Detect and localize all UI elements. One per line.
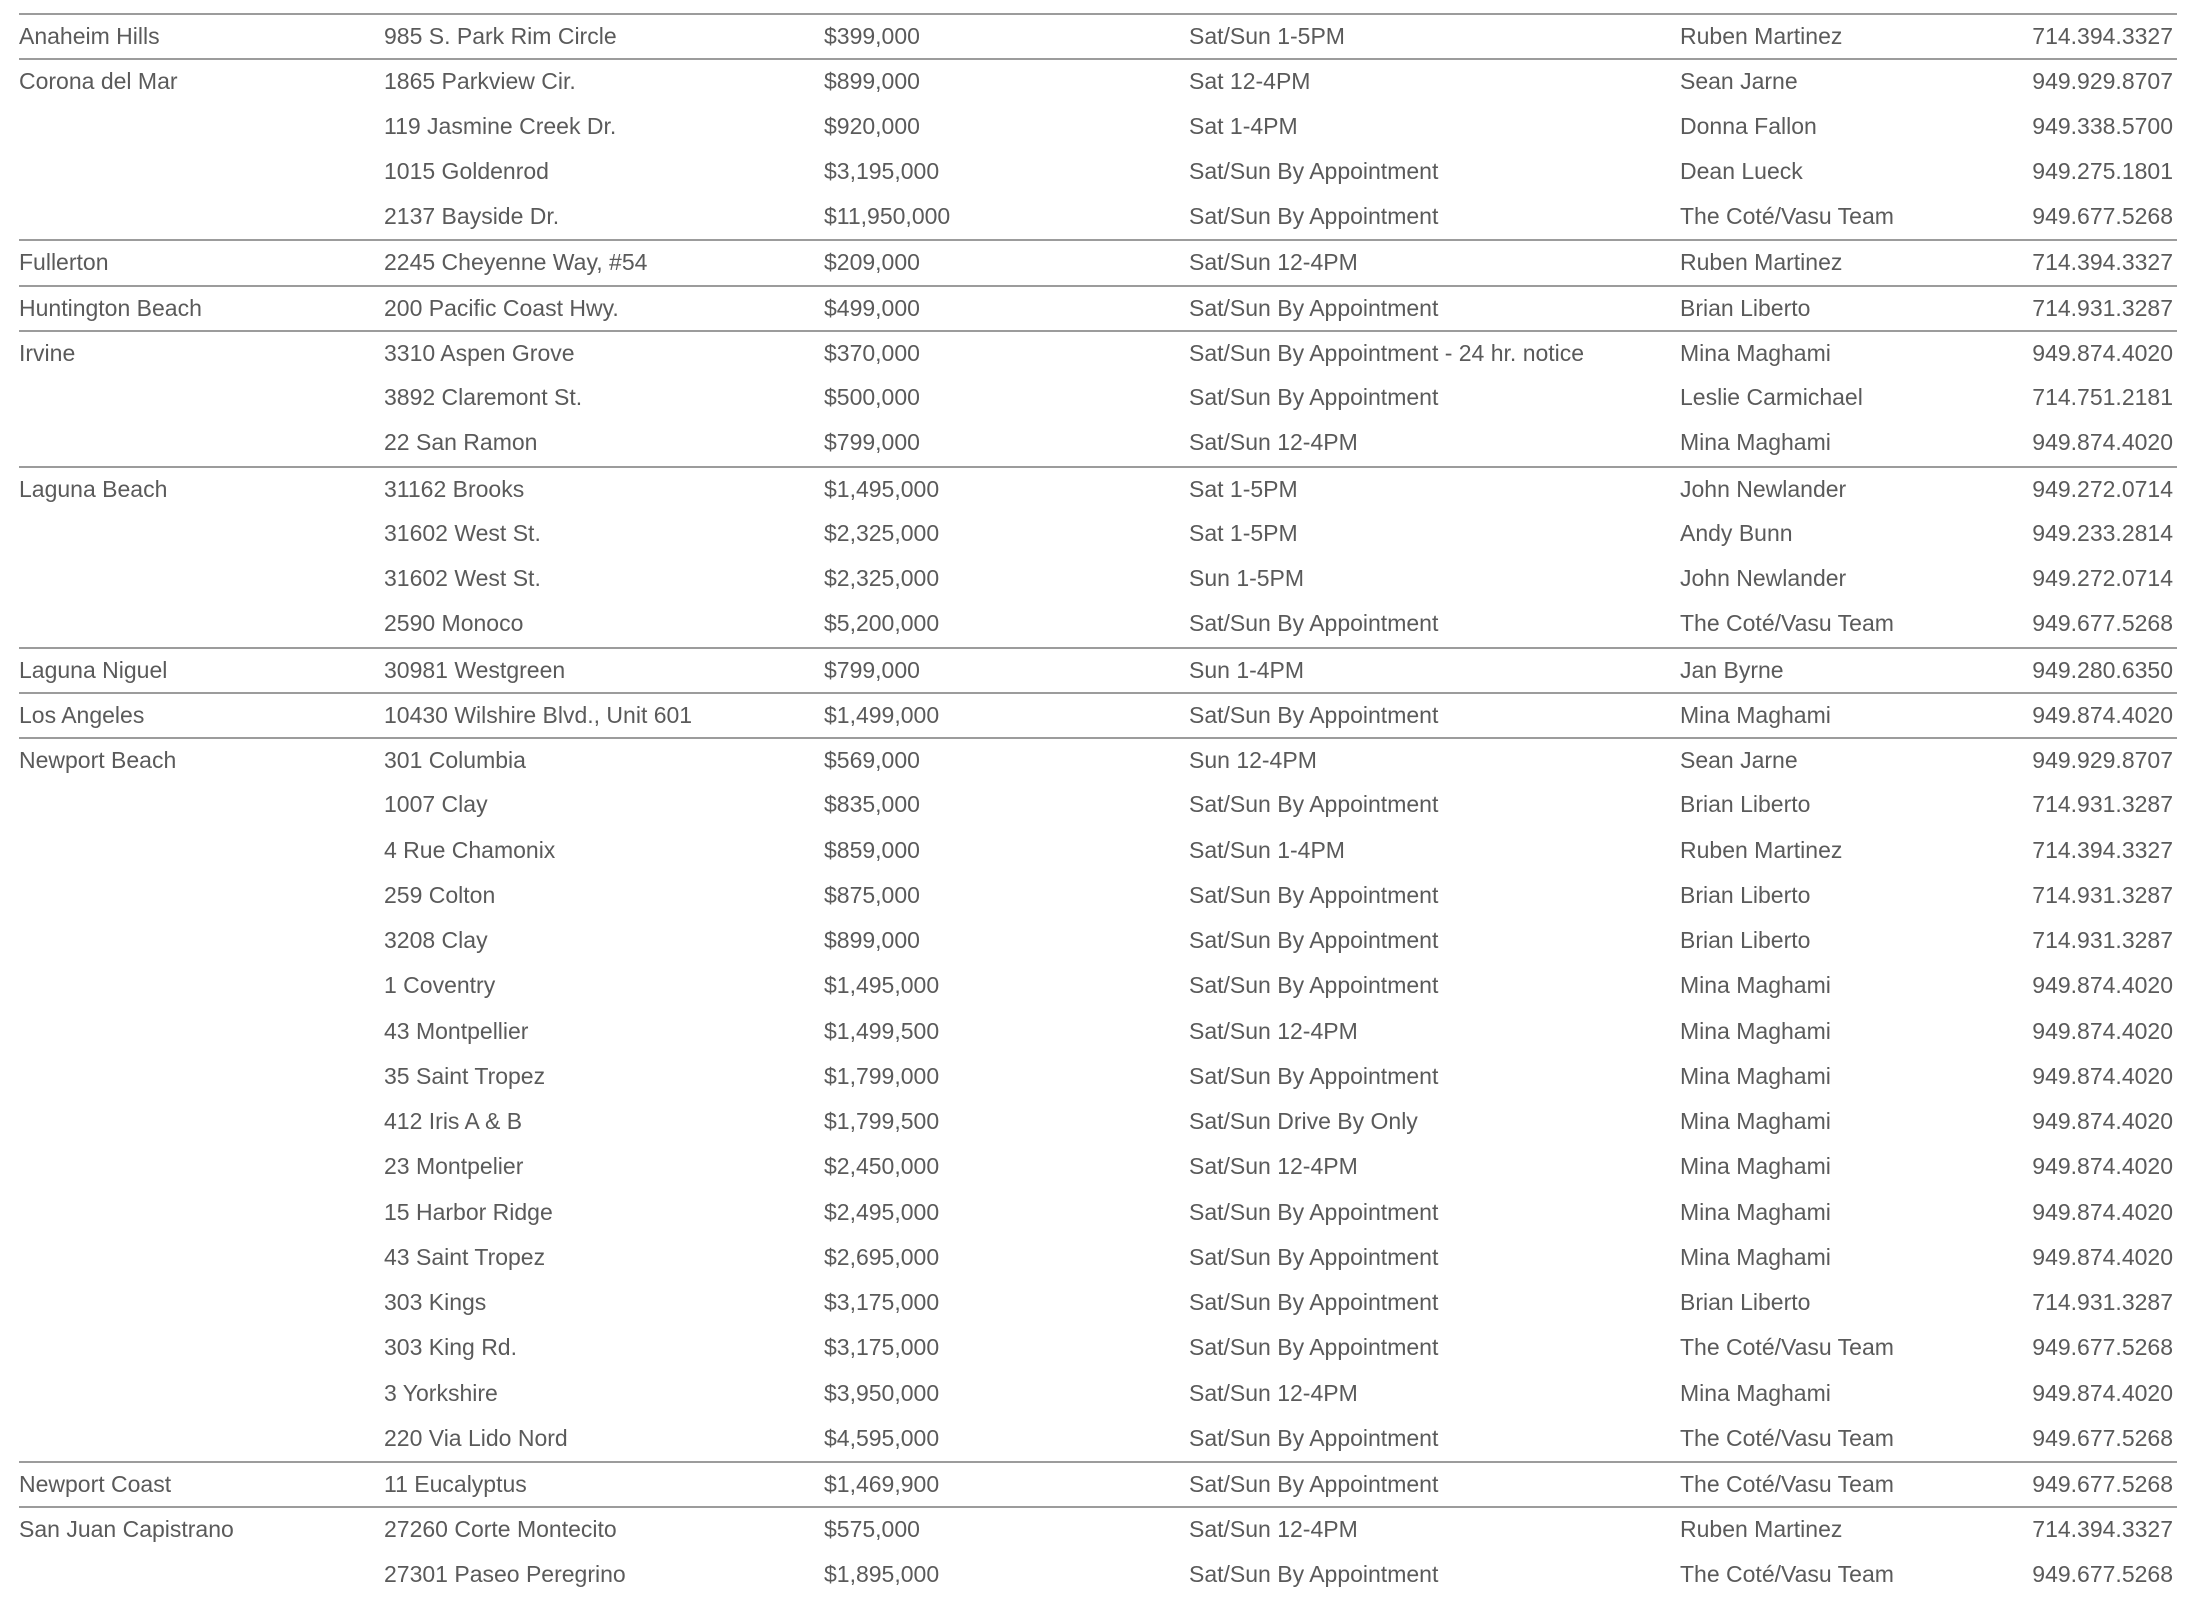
agent-phone: 949.677.5268 <box>2032 1334 2173 1361</box>
listing-price: $3,175,000 <box>824 1334 940 1361</box>
city-group <box>19 239 2177 284</box>
open-house-schedule: Sat/Sun Drive By Only <box>1189 1108 1418 1134</box>
city-group <box>19 647 2177 692</box>
agent-phone: 949.874.4020 <box>2032 1379 2173 1406</box>
table-row <box>19 511 2177 556</box>
open-house-schedule: Sat/Sun By Appointment <box>1189 610 1439 637</box>
open-house-schedule: Sat/Sun By Appointment <box>1189 1243 1439 1270</box>
table-row <box>19 149 2177 194</box>
table-row <box>19 694 2177 737</box>
listing-price: $920,000 <box>824 112 920 139</box>
listing-price: $2,325,000 <box>824 519 940 546</box>
agent-name: Mina Maghami <box>1680 1062 1831 1089</box>
agent-phone: 949.874.4020 <box>2032 701 2173 728</box>
open-house-listings-table <box>19 13 2177 1597</box>
agent-phone: 949.677.5268 <box>2032 203 2173 229</box>
city-group <box>19 13 2177 58</box>
listing-address: 985 S. Park Rim Circle <box>384 23 617 49</box>
agent-phone: 714.931.3287 <box>2032 1289 2173 1315</box>
city-name: Fullerton <box>19 249 109 276</box>
table-row <box>19 1508 2177 1551</box>
table-row <box>19 1009 2177 1054</box>
agent-name: Mina Maghami <box>1680 1108 1831 1134</box>
listing-price: $2,325,000 <box>824 565 940 591</box>
agent-name: The Coté/Vasu Team <box>1680 203 1894 229</box>
agent-name: Brian Liberto <box>1680 1289 1811 1315</box>
table-row <box>19 15 2177 58</box>
agent-phone: 949.677.5268 <box>2032 1560 2173 1587</box>
agent-name: Leslie Carmichael <box>1680 384 1863 410</box>
listing-price: $875,000 <box>824 881 920 908</box>
open-house-schedule: Sat/Sun By Appointment <box>1189 1424 1439 1451</box>
agent-name: John Newlander <box>1680 475 1847 502</box>
open-house-schedule: Sat/Sun By Appointment - 24 hr. notice <box>1189 339 1585 366</box>
table-row <box>19 1054 2177 1099</box>
open-house-schedule: Sat/Sun 12-4PM <box>1189 1017 1358 1044</box>
city-group <box>19 737 2177 1461</box>
listing-address: 31602 West St. <box>384 565 541 591</box>
open-house-schedule: Sat/Sun By Appointment <box>1189 791 1439 818</box>
listing-address: 119 Jasmine Creek Dr. <box>384 112 617 139</box>
agent-phone: 714.394.3327 <box>2032 1516 2173 1543</box>
agent-phone: 949.677.5268 <box>2032 1471 2173 1497</box>
agent-name: Sean Jarne <box>1680 68 1798 95</box>
open-house-schedule: Sat/Sun By Appointment <box>1189 1198 1439 1225</box>
agent-name: Brian Liberto <box>1680 927 1811 953</box>
agent-name: Ruben Martinez <box>1680 1516 1843 1543</box>
agent-phone: 714.931.3287 <box>2032 881 2173 908</box>
agent-name: Jan Byrne <box>1680 656 1784 683</box>
agent-name: The Coté/Vasu Team <box>1680 1560 1894 1587</box>
agent-name: Brian Liberto <box>1680 294 1811 321</box>
agent-phone: 714.931.3287 <box>2032 927 2173 953</box>
agent-phone: 949.677.5268 <box>2032 1424 2173 1451</box>
listing-address: 303 King Rd. <box>384 1334 517 1361</box>
agent-phone: 714.751.2181 <box>2032 384 2173 410</box>
table-row <box>19 241 2177 284</box>
agent-phone: 714.394.3327 <box>2032 836 2173 863</box>
agent-phone: 949.929.8707 <box>2032 68 2173 95</box>
agent-name: Mina Maghami <box>1680 1243 1831 1270</box>
table-row <box>19 60 2177 103</box>
table-row <box>19 194 2177 239</box>
agent-phone: 949.874.4020 <box>2032 1108 2173 1134</box>
listing-price: $1,495,000 <box>824 972 940 999</box>
agent-name: Andy Bunn <box>1680 519 1793 546</box>
agent-name: Dean Lueck <box>1680 157 1803 184</box>
listing-address: 1865 Parkview Cir. <box>384 68 576 95</box>
listing-price: $569,000 <box>824 747 920 773</box>
open-house-schedule: Sat/Sun By Appointment <box>1189 203 1439 229</box>
listing-price: $209,000 <box>824 249 920 276</box>
agent-phone: 949.874.4020 <box>2032 1017 2173 1044</box>
agent-phone: 949.874.4020 <box>2032 1062 2173 1089</box>
listing-address: 31162 Brooks <box>384 475 525 502</box>
listing-address: 3892 Claremont St. <box>384 384 583 410</box>
open-house-schedule: Sun 1-5PM <box>1189 565 1305 591</box>
table-row <box>19 1371 2177 1416</box>
agent-name: The Coté/Vasu Team <box>1680 610 1894 637</box>
open-house-schedule: Sat/Sun By Appointment <box>1189 1062 1439 1089</box>
open-house-schedule: Sat/Sun By Appointment <box>1189 881 1439 908</box>
agent-name: Ruben Martinez <box>1680 23 1843 49</box>
table-row <box>19 332 2177 375</box>
table-row <box>19 1144 2177 1189</box>
agent-phone: 949.874.4020 <box>2032 972 2173 999</box>
listing-address: 1015 Goldenrod <box>384 157 549 184</box>
open-house-schedule: Sat/Sun By Appointment <box>1189 927 1439 953</box>
city-group <box>19 330 2177 466</box>
agent-name: Mina Maghami <box>1680 339 1831 366</box>
agent-phone: 949.275.1801 <box>2032 157 2173 184</box>
agent-phone: 714.394.3327 <box>2032 249 2173 276</box>
city-name: Irvine <box>19 339 76 366</box>
city-group <box>19 1506 2177 1597</box>
listing-address: 35 Saint Tropez <box>384 1062 546 1089</box>
open-house-schedule: Sun 1-4PM <box>1189 656 1305 683</box>
open-house-schedule: Sat/Sun 12-4PM <box>1189 249 1358 276</box>
open-house-schedule: Sat 1-4PM <box>1189 112 1298 139</box>
listing-address: 412 Iris A & B <box>384 1108 523 1134</box>
listing-address: 27260 Corte Montecito <box>384 1516 617 1543</box>
agent-name: Mina Maghami <box>1680 701 1831 728</box>
open-house-schedule: Sat/Sun By Appointment <box>1189 157 1439 184</box>
open-house-schedule: Sat/Sun By Appointment <box>1189 1560 1439 1587</box>
open-house-schedule: Sat/Sun By Appointment <box>1189 701 1439 728</box>
city-name: San Juan Capistrano <box>19 1516 234 1543</box>
open-house-schedule: Sat/Sun 12-4PM <box>1189 1379 1358 1406</box>
listing-address: 2245 Cheyenne Way, #54 <box>384 249 648 276</box>
listing-price: $1,499,500 <box>824 1017 940 1044</box>
agent-name: Brian Liberto <box>1680 791 1811 818</box>
table-row <box>19 601 2177 646</box>
table-row <box>19 375 2177 420</box>
table-row <box>19 1099 2177 1144</box>
open-house-schedule: Sat/Sun By Appointment <box>1189 1289 1439 1315</box>
listing-address: 200 Pacific Coast Hwy. <box>384 294 619 321</box>
agent-name: Mina Maghami <box>1680 1017 1831 1044</box>
listing-price: $3,175,000 <box>824 1289 940 1315</box>
city-name: Corona del Mar <box>19 68 178 95</box>
agent-phone: 949.874.4020 <box>2032 1243 2173 1270</box>
agent-name: John Newlander <box>1680 565 1847 591</box>
listing-price: $3,195,000 <box>824 157 940 184</box>
table-row <box>19 468 2177 511</box>
city-group <box>19 58 2177 239</box>
open-house-schedule: Sat 1-5PM <box>1189 519 1298 546</box>
listing-price: $1,499,000 <box>824 701 940 728</box>
table-row <box>19 782 2177 827</box>
open-house-schedule: Sat/Sun 12-4PM <box>1189 1153 1358 1180</box>
listing-address: 31602 West St. <box>384 519 541 546</box>
listing-price: $399,000 <box>824 23 920 49</box>
table-row <box>19 918 2177 963</box>
open-house-schedule: Sat/Sun By Appointment <box>1189 972 1439 999</box>
listing-address: 303 Kings <box>384 1289 487 1315</box>
listing-price: $2,695,000 <box>824 1243 940 1270</box>
table-row <box>19 556 2177 601</box>
listing-address: 43 Saint Tropez <box>384 1243 546 1270</box>
listing-price: $799,000 <box>824 429 920 456</box>
listing-address: 301 Columbia <box>384 747 526 773</box>
agent-name: Ruben Martinez <box>1680 249 1843 276</box>
listing-address: 11 Eucalyptus <box>384 1471 527 1497</box>
listing-address: 3310 Aspen Grove <box>384 339 575 366</box>
listing-price: $859,000 <box>824 836 920 863</box>
listing-price: $575,000 <box>824 1516 920 1543</box>
agent-name: The Coté/Vasu Team <box>1680 1471 1894 1497</box>
city-group <box>19 466 2177 647</box>
listing-price: $1,469,900 <box>824 1471 940 1497</box>
table-row <box>19 1280 2177 1325</box>
listing-address: 220 Via Lido Nord <box>384 1424 568 1451</box>
listing-price: $1,799,500 <box>824 1108 940 1134</box>
listing-price: $370,000 <box>824 339 920 366</box>
table-row <box>19 1235 2177 1280</box>
listing-price: $2,495,000 <box>824 1198 940 1225</box>
open-house-schedule: Sat 1-5PM <box>1189 475 1298 502</box>
listing-address: 23 Montpelier <box>384 1153 524 1180</box>
agent-phone: 949.874.4020 <box>2032 1198 2173 1225</box>
listing-address: 22 San Ramon <box>384 429 538 456</box>
agent-name: Donna Fallon <box>1680 112 1817 139</box>
agent-name: Mina Maghami <box>1680 1379 1831 1406</box>
city-name: Laguna Beach <box>19 475 168 502</box>
open-house-schedule: Sun 12-4PM <box>1189 747 1317 773</box>
agent-name: Sean Jarne <box>1680 747 1798 773</box>
table-row <box>19 739 2177 782</box>
agent-phone: 949.233.2814 <box>2032 519 2173 546</box>
city-group <box>19 692 2177 737</box>
table-row <box>19 287 2177 330</box>
table-row <box>19 828 2177 873</box>
open-house-schedule: Sat/Sun By Appointment <box>1189 1471 1439 1497</box>
listing-address: 259 Colton <box>384 881 496 908</box>
listing-price: $835,000 <box>824 791 920 818</box>
table-row <box>19 1190 2177 1235</box>
listing-price: $1,495,000 <box>824 475 940 502</box>
listing-price: $2,450,000 <box>824 1153 940 1180</box>
table-row <box>19 873 2177 918</box>
agent-phone: 949.677.5268 <box>2032 610 2173 637</box>
table-row <box>19 1325 2177 1370</box>
agent-phone: 949.272.0714 <box>2032 475 2173 502</box>
agent-phone: 714.394.3327 <box>2032 23 2173 49</box>
listing-price: $1,895,000 <box>824 1560 940 1587</box>
city-name: Laguna Niguel <box>19 656 168 683</box>
listing-price: $799,000 <box>824 656 920 683</box>
listing-price: $3,950,000 <box>824 1379 940 1406</box>
agent-name: The Coté/Vasu Team <box>1680 1424 1894 1451</box>
listing-price: $5,200,000 <box>824 610 940 637</box>
table-row <box>19 1463 2177 1506</box>
listing-price: $899,000 <box>824 68 920 95</box>
table-row <box>19 1552 2177 1597</box>
agent-phone: 949.280.6350 <box>2032 656 2173 683</box>
open-house-schedule: Sat 12-4PM <box>1189 68 1311 95</box>
open-house-schedule: Sat/Sun By Appointment <box>1189 294 1439 321</box>
open-house-schedule: Sat/Sun 1-5PM <box>1189 23 1345 49</box>
listing-price: $11,950,000 <box>824 203 951 229</box>
agent-phone: 714.931.3287 <box>2032 791 2173 818</box>
listing-address: 15 Harbor Ridge <box>384 1198 553 1225</box>
agent-phone: 949.929.8707 <box>2032 747 2173 773</box>
table-row <box>19 649 2177 692</box>
open-house-schedule: Sat/Sun 12-4PM <box>1189 429 1358 456</box>
agent-phone: 949.874.4020 <box>2032 1153 2173 1180</box>
table-row <box>19 963 2177 1008</box>
city-group <box>19 1461 2177 1506</box>
agent-name: Mina Maghami <box>1680 1153 1831 1180</box>
open-house-schedule: Sat/Sun 1-4PM <box>1189 836 1345 863</box>
agent-phone: 714.931.3287 <box>2032 294 2173 321</box>
city-name: Huntington Beach <box>19 294 202 321</box>
listing-address: 30981 Westgreen <box>384 656 566 683</box>
listing-address: 10430 Wilshire Blvd., Unit 601 <box>384 701 693 728</box>
listing-address: 3208 Clay <box>384 927 488 953</box>
table-row <box>19 104 2177 149</box>
table-row <box>19 420 2177 465</box>
agent-name: Mina Maghami <box>1680 429 1831 456</box>
agent-name: Brian Liberto <box>1680 881 1811 908</box>
open-house-schedule: Sat/Sun By Appointment <box>1189 1334 1439 1361</box>
listing-price: $500,000 <box>824 384 920 410</box>
listing-price: $499,000 <box>824 294 920 321</box>
listing-address: 2590 Monoco <box>384 610 524 637</box>
table-row <box>19 1416 2177 1461</box>
city-name: Newport Beach <box>19 747 177 773</box>
agent-name: The Coté/Vasu Team <box>1680 1334 1894 1361</box>
agent-phone: 949.874.4020 <box>2032 339 2173 366</box>
agent-phone: 949.272.0714 <box>2032 565 2173 591</box>
city-group <box>19 285 2177 330</box>
listing-address: 2137 Bayside Dr. <box>384 203 560 229</box>
open-house-schedule: Sat/Sun 12-4PM <box>1189 1516 1358 1543</box>
agent-name: Mina Maghami <box>1680 972 1831 999</box>
listing-price: $1,799,000 <box>824 1062 940 1089</box>
agent-name: Mina Maghami <box>1680 1198 1831 1225</box>
listing-price: $899,000 <box>824 927 920 953</box>
open-house-schedule: Sat/Sun By Appointment <box>1189 384 1439 410</box>
city-name: Newport Coast <box>19 1471 172 1497</box>
city-name: Los Angeles <box>19 701 145 728</box>
agent-name: Ruben Martinez <box>1680 836 1843 863</box>
listing-address: 1 Coventry <box>384 972 496 999</box>
city-name: Anaheim Hills <box>19 23 160 49</box>
listing-address: 3 Yorkshire <box>384 1379 498 1406</box>
listing-address: 1007 Clay <box>384 791 488 818</box>
agent-phone: 949.338.5700 <box>2032 112 2173 139</box>
listing-address: 27301 Paseo Peregrino <box>384 1560 626 1587</box>
listing-address: 4 Rue Chamonix <box>384 836 556 863</box>
agent-phone: 949.874.4020 <box>2032 429 2173 456</box>
listing-address: 43 Montpellier <box>384 1017 529 1044</box>
listing-price: $4,595,000 <box>824 1424 940 1451</box>
